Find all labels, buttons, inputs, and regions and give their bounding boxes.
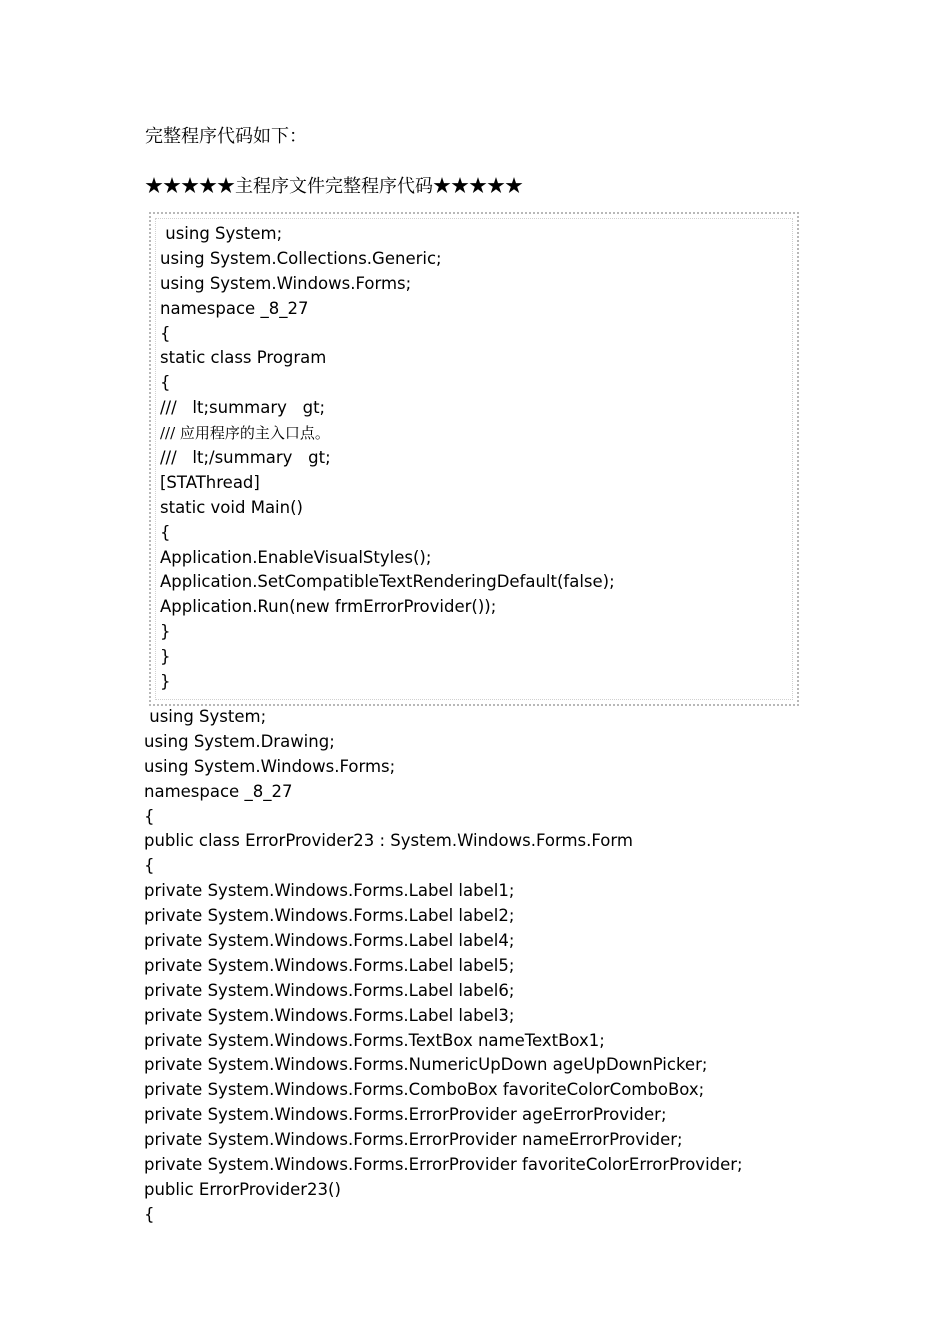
code-line: Application.EnableVisualStyles();: [160, 547, 432, 567]
body-code-line: using System.Drawing;: [144, 731, 335, 751]
body-code-line: {: [144, 1204, 155, 1224]
code-line: {: [160, 522, 171, 542]
code-line: static void Main(): [160, 497, 303, 517]
code-line: namespace _8_27: [160, 298, 309, 318]
body-code-line: private System.Windows.Forms.Label label2;: [144, 906, 515, 926]
body-code-line: private System.Windows.Forms.ErrorProvider ageErrorProvider;: [144, 1105, 667, 1125]
body-code-line: using System.Windows.Forms;: [144, 756, 396, 776]
code-line: /// 应用程序的主入口点。: [160, 424, 330, 443]
code-line: using System.Windows.Forms;: [160, 273, 412, 293]
code-line: {: [160, 373, 171, 393]
body-code-line: {: [144, 856, 155, 876]
code-line: using System;: [160, 224, 283, 243]
code-line: /// lt;summary gt;: [160, 398, 326, 418]
body-code-line: private System.Windows.Forms.Label label6;: [144, 980, 515, 1000]
section-heading: ★★★★★主程序文件完整程序代码★★★★★: [145, 176, 523, 197]
body-code-line: using System;: [144, 707, 267, 726]
body-code-line: private System.Windows.Forms.NumericUpDown ageUpDownPicker;: [144, 1055, 708, 1075]
code-line: static class Program: [160, 348, 327, 368]
body-code-line: namespace _8_27: [144, 781, 293, 801]
body-code-line: private System.Windows.Forms.Label label3;: [144, 1005, 515, 1025]
body-code-line: private System.Windows.Forms.Label label5;: [144, 955, 515, 975]
code-line: }: [160, 622, 171, 642]
code-box-content: [160, 222, 615, 695]
code-line: /// lt;/summary gt;: [160, 448, 331, 468]
code-line: Application.SetCompatibleTextRenderingDefault(false);: [160, 572, 615, 592]
body-code-line: public class ErrorProvider23 : System.Windows.Forms.Form: [144, 831, 633, 851]
body-code-line: public ErrorProvider23(): [144, 1179, 341, 1199]
body-code-line: private System.Windows.Forms.ComboBox favoriteColorComboBox;: [144, 1080, 705, 1100]
body-code-line: {: [144, 806, 155, 826]
code-line: [STAThread]: [160, 472, 260, 492]
body-code-line: private System.Windows.Forms.ErrorProvider nameErrorProvider;: [144, 1130, 683, 1150]
body-code-line: private System.Windows.Forms.Label label1;: [144, 881, 515, 901]
body-code-line: private System.Windows.Forms.TextBox nameTextBox1;: [144, 1030, 605, 1050]
body-code-line: private System.Windows.Forms.ErrorProvider favoriteColorErrorProvider;: [144, 1155, 743, 1175]
body-code-line: private System.Windows.Forms.Label label4;: [144, 931, 515, 951]
intro-text: 完整程序代码如下：: [145, 126, 307, 147]
code-line: }: [160, 647, 171, 667]
code-body: [144, 705, 743, 1228]
code-line: }: [160, 672, 171, 692]
code-line: Application.Run(new frmErrorProvider());: [160, 597, 497, 617]
code-line: {: [160, 323, 171, 343]
code-line: using System.Collections.Generic;: [160, 248, 442, 268]
